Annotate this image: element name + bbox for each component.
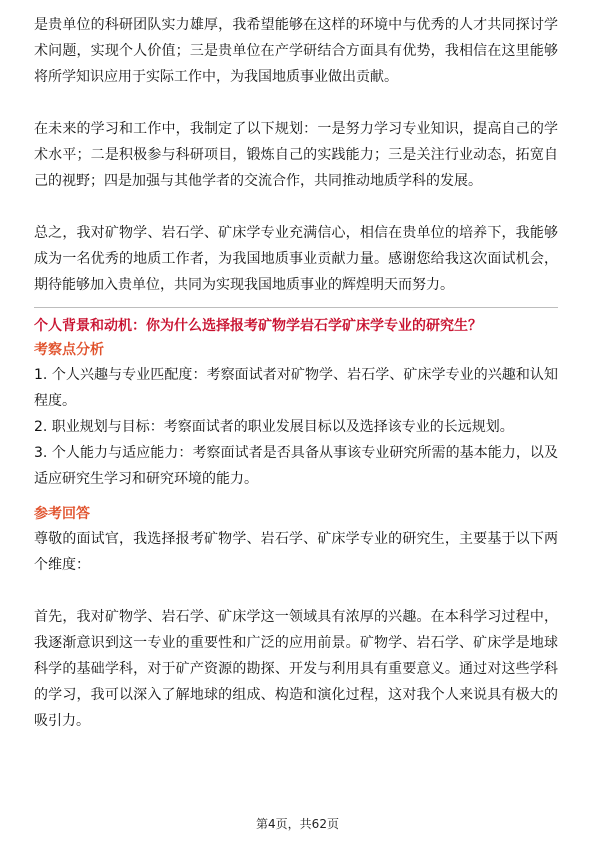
analysis-item: 3. 个人能力与适应能力：考察面试者是否具备从事该专业研究所需的基本能力，以及适应研究生学习和研究环境的能力。 bbox=[34, 445, 558, 487]
analysis-heading: 考察点分析 bbox=[34, 342, 104, 358]
intro-paragraph: 在未来的学习和工作中，我制定了以下规划：一是努力学习专业知识，提高自己的学术水平；二是积极参与科研项目，锻炼自己的实践能力；三是关注行业动态，拓宽自己的视野；四是加强与其他学者的交流合作，共同推动地质学科的发展。 bbox=[34, 121, 558, 189]
intro-paragraph: 总之，我对矿物学、岩石学、矿床学专业充满信心，相信在贵单位的培养下，我能够成为一名优秀的地质工作者，为我国地质事业贡献力量。感谢您给我这次面试机会，期待能够加入贵单位，共同为实现我国地质事业的辉煌明天而努力。 bbox=[34, 225, 558, 293]
intro-paragraph: 是贵单位的科研团队实力雄厚，我希望能够在这样的环境中与优秀的人才共同探讨学术问题，实现个人价值；三是贵单位在产学研结合方面具有优势，我相信在这里能够将所学知识应用于实际工作中，为我国地质事业做出贡献。 bbox=[34, 17, 558, 85]
analysis-item: 2. 职业规划与目标：考察面试者的职业发展目标以及选择该专业的长远规划。 bbox=[34, 419, 514, 435]
section-divider bbox=[34, 307, 558, 308]
page-number: 第4页，共62页 bbox=[256, 817, 339, 831]
answer-heading: 参考回答 bbox=[34, 506, 90, 522]
analysis-item: 1. 个人兴趣与专业匹配度：考察面试者对矿物学、岩石学、矿床学专业的兴趣和认知程度。 bbox=[34, 367, 558, 409]
answer-paragraph: 尊敬的面试官，我选择报考矿物学、岩石学、矿床学专业的研究生，主要基于以下两个维度： bbox=[34, 531, 558, 573]
question-title: 个人背景和动机：你为什么选择报考矿物学岩石学矿床学专业的研究生？ bbox=[34, 318, 482, 334]
answer-paragraph: 首先，我对矿物学、岩石学、矿床学这一领域具有浓厚的兴趣。在本科学习过程中，我逐渐意识到这一专业的重要性和广泛的应用前景。矿物学、岩石学、矿床学是地球科学的基础学科，对于矿产资源的勘探、开发与利用具有重要意义。通过对这些学科的学习，我可以深入了解地球的组成、构造和演化过程，这对我个人来说具有极大的吸引力。 bbox=[34, 609, 558, 729]
page-content bbox=[34, 12, 558, 734]
